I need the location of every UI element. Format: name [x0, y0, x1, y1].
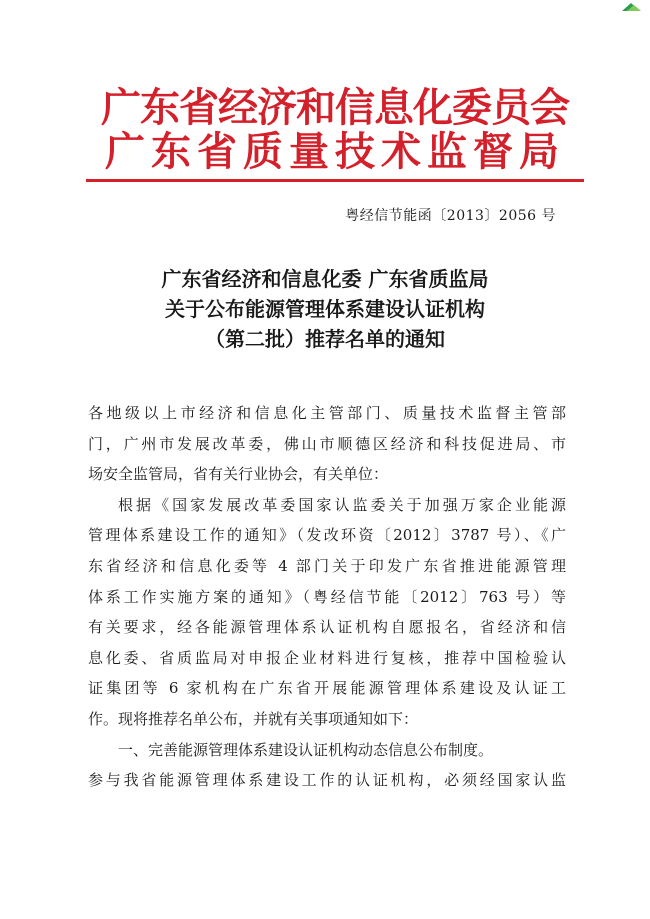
document-number: 粤经信节能函〔2013〕2056 号 — [345, 208, 556, 224]
body-line: 东省经济和信息化委等 4 部门关于印发广东省推进能源管理 — [88, 556, 566, 575]
document-title — [0, 264, 650, 354]
title-line-1: 广东省经济和信息化委 广东省质监局 — [161, 267, 489, 291]
body-line: 息化委、省质监局对申报企业材料进行复核，推荐中国检验认 — [88, 648, 566, 667]
issuer-line-2: 广东省质量技术监督局 — [105, 128, 565, 175]
body-line: 各地级以上市经济和信息化主管部门、质量技术监督主管部 — [88, 404, 566, 422]
title-line-2: 关于公布能源管理体系建设认证机构 — [165, 297, 485, 321]
title-line-3: （第二批）推荐名单的通知 — [205, 327, 445, 351]
page-corner-mark-icon — [618, 2, 644, 12]
document-body — [88, 398, 566, 796]
body-line: 作。现将推荐名单公布，并就有关事项通知如下： — [88, 709, 419, 728]
body-line: 体系工作实施方案的通知》（粤经信节能〔2012〕763 号）等 — [88, 587, 566, 606]
body-line: 根据《国家发展改革委国家认监委关于加强万家企业能源 — [118, 495, 566, 514]
body-line: 有关要求，经各能源管理体系认证机构自愿报名，省经济和信 — [88, 618, 566, 637]
body-line: 证集团等 6 家机构在广东省开展能源管理体系建设及认证工 — [88, 679, 566, 698]
body-line: 场安全监管局，省有关行业协会，有关单位： — [88, 465, 389, 484]
header-divider — [86, 179, 584, 182]
body-line: 管理体系建设工作的通知》（发改环资〔2012〕3787 号）、《广 — [88, 526, 566, 545]
body-line: 门，广州市发展改革委，佛山市顺德区经济和科技促进局、市 — [88, 434, 566, 453]
issuer-line-1: 广东省经济和信息化委员会 — [101, 84, 569, 131]
body-line: 参与我省能源管理体系建设工作的认证机构，必须经国家认监 — [88, 771, 566, 790]
body-line: 一、完善能源管理体系建设认证机构动态信息公布制度。 — [118, 740, 494, 759]
